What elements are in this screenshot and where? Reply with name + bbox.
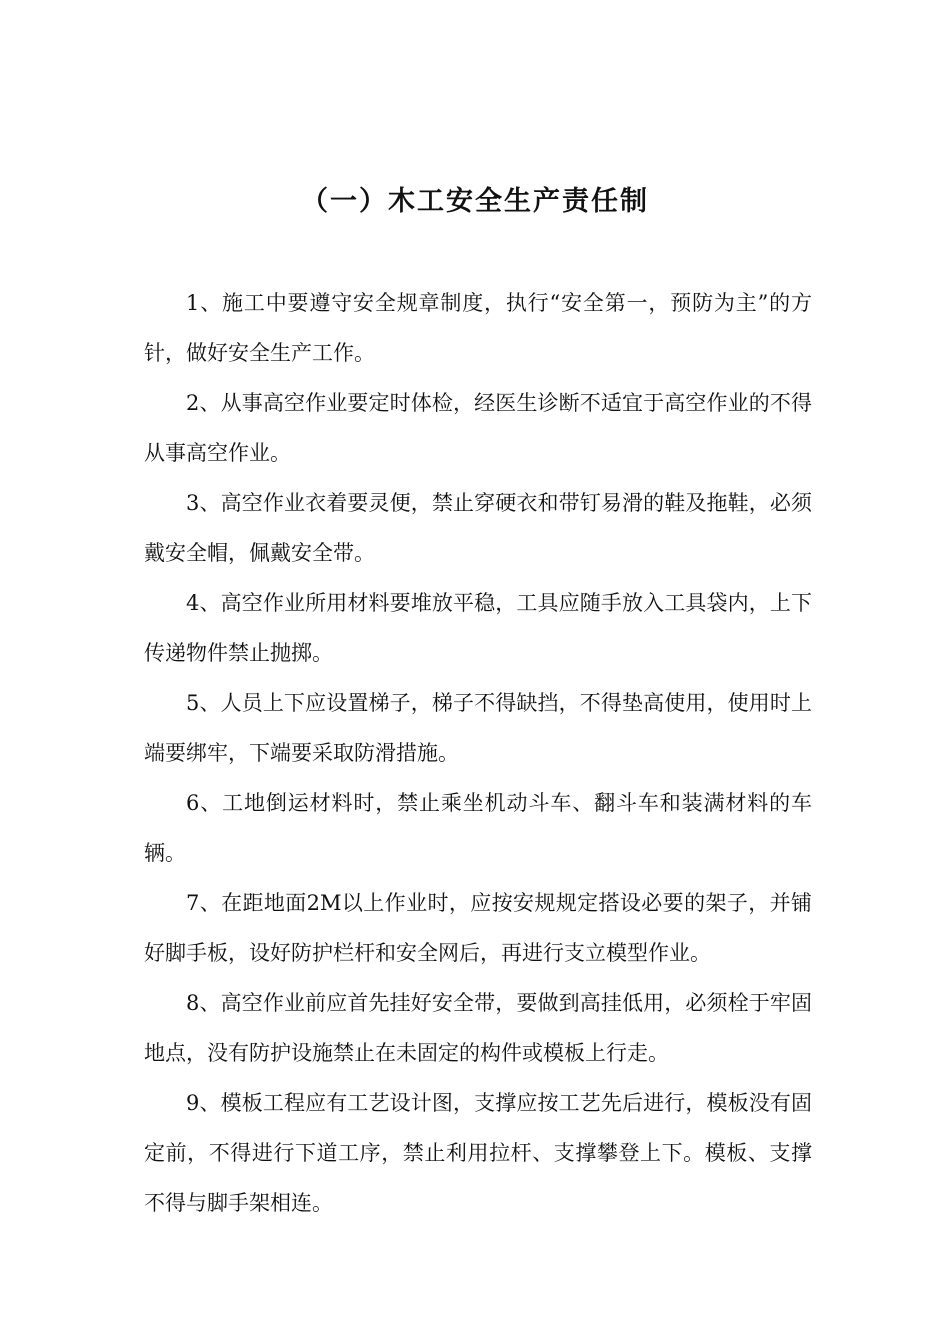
- document-body: [144, 278, 812, 1228]
- rule-paragraph-6: 6、工地倒运材料时，禁止乘坐机动斗车、翻斗车和装满材料的车辆。: [144, 791, 812, 865]
- document-title: （一）木工安全生产责任制: [301, 186, 649, 217]
- rule-paragraph-1: 1、施工中要遵守安全规章制度，执行“安全第一，预防为主”的方针，做好安全生产工作。: [144, 291, 812, 365]
- rule-paragraph-9: 9、模板工程应有工艺设计图，支撑应按工艺先后进行，模板没有固定前，不得进行下道工序，禁止利用拉杆、支撑攀登上下。模板、支撑不得与脚手架相连。: [144, 1091, 812, 1215]
- rule-paragraph-3: 3、高空作业衣着要灵便，禁止穿硬衣和带钉易滑的鞋及拖鞋，必须戴安全帽，佩戴安全带。: [144, 491, 812, 565]
- rule-paragraph-2: 2、从事高空作业要定时体检，经医生诊断不适宜于高空作业的不得从事高空作业。: [144, 391, 812, 465]
- rule-paragraph-7: 7、在距地面2M以上作业时，应按安规规定搭设必要的架子，并铺好脚手板，设好防护栏杆和安全网后，再进行支立模型作业。: [144, 891, 812, 965]
- rule-paragraph-8: 8、高空作业前应首先挂好安全带，要做到高挂低用，必须栓于牢固地点，没有防护设施禁止在未固定的构件或模板上行走。: [144, 991, 812, 1065]
- rule-paragraph-5: 5、人员上下应设置梯子，梯子不得缺挡，不得垫高使用，使用时上端要绑牢，下端要采取防滑措施。: [144, 691, 812, 765]
- rule-paragraph-4: 4、高空作业所用材料要堆放平稳，工具应随手放入工具袋内，上下传递物件禁止抛掷。: [144, 591, 812, 665]
